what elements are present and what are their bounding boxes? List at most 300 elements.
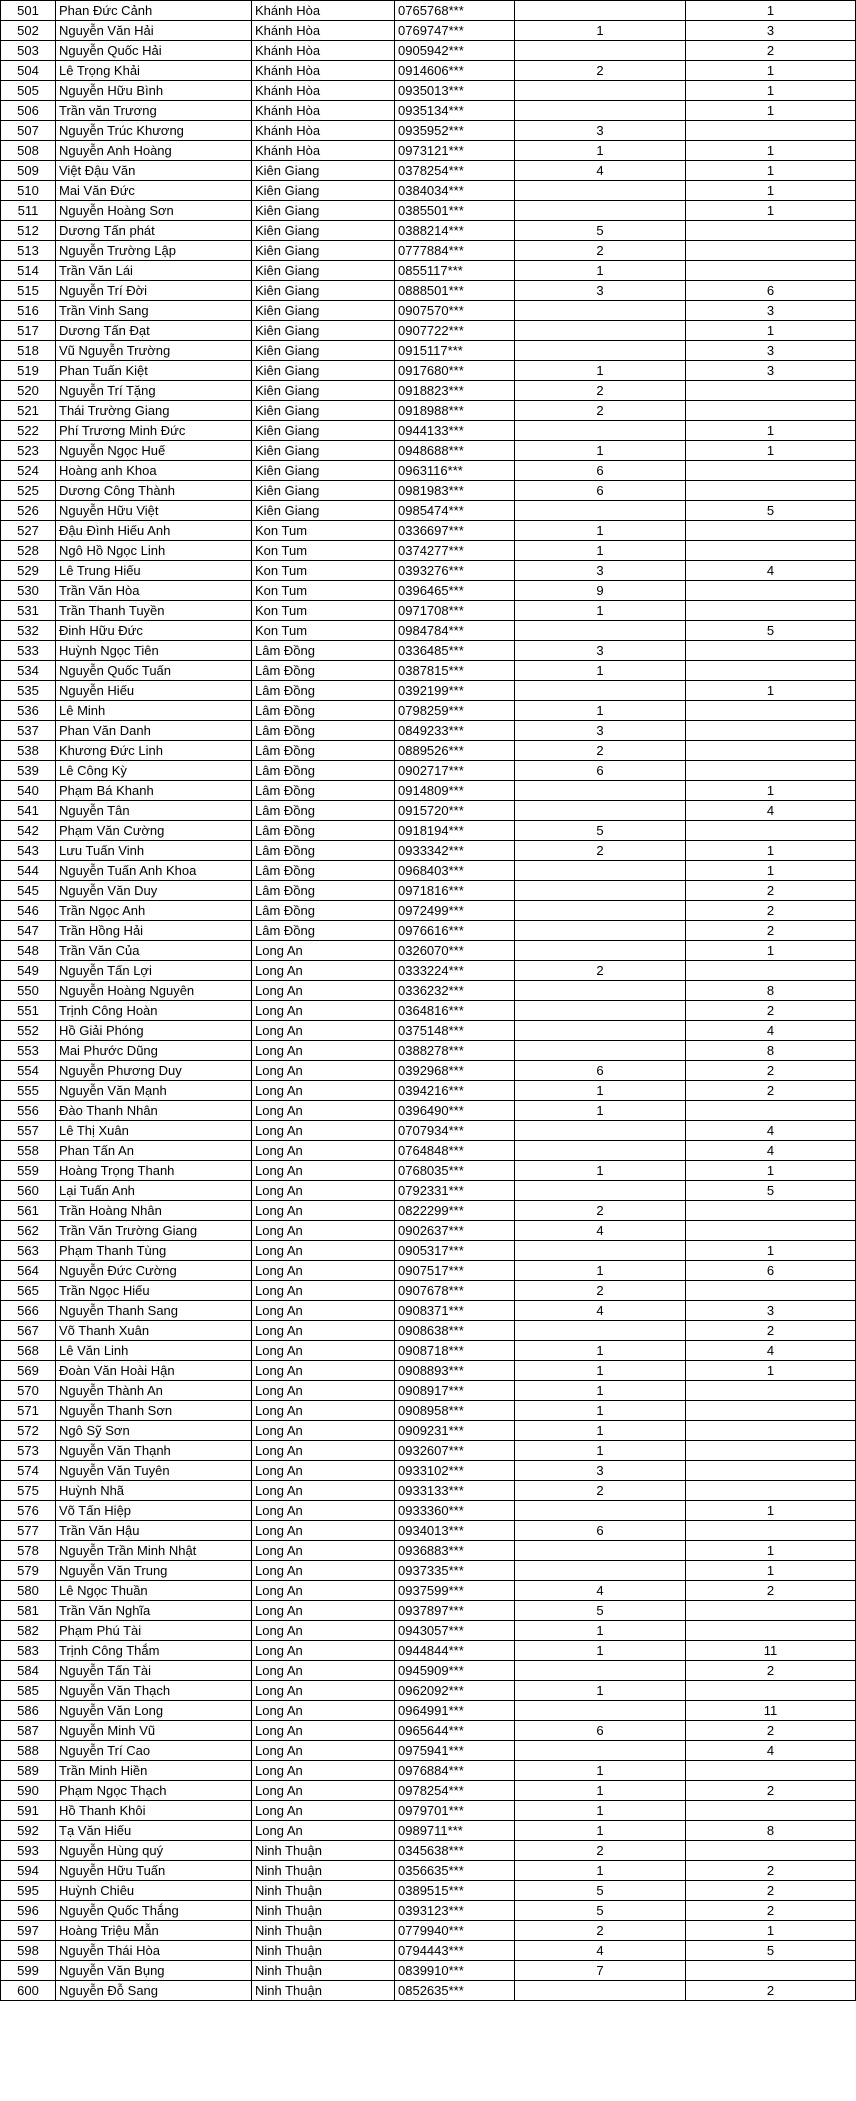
phone-cell: 0932607*** [395,1441,515,1461]
count-a-cell: 4 [515,161,686,181]
count-b-cell: 4 [686,1121,856,1141]
count-a-cell: 2 [515,1921,686,1941]
count-a-cell [515,781,686,801]
count-b-cell: 1 [686,161,856,181]
count-a-cell: 1 [515,701,686,721]
name-cell: Nguyễn Văn Mạnh [56,1081,252,1101]
count-a-cell: 1 [515,521,686,541]
count-a-cell: 5 [515,1881,686,1901]
count-a-cell [515,341,686,361]
table-row [1,1781,856,1801]
province-cell: Long An [252,1561,395,1581]
table-row [1,1741,856,1761]
count-a-cell [515,321,686,341]
count-b-cell: 1 [686,441,856,461]
table-row [1,541,856,561]
count-b-cell [686,1481,856,1501]
row-number-cell: 557 [1,1121,56,1141]
name-cell: Nguyễn Đỗ Sang [56,1981,252,2001]
phone-cell: 0984784*** [395,621,515,641]
province-cell: Kiên Giang [252,401,395,421]
name-cell: Nguyễn Quốc Tuấn [56,661,252,681]
count-a-cell: 2 [515,61,686,81]
province-cell: Kon Tum [252,621,395,641]
province-cell: Lâm Đồng [252,721,395,741]
count-b-cell: 1 [686,1501,856,1521]
row-number-cell: 565 [1,1281,56,1301]
count-a-cell: 1 [515,261,686,281]
count-b-cell: 1 [686,841,856,861]
count-b-cell: 2 [686,1861,856,1881]
name-cell: Phạm Ngọc Thạch [56,1781,252,1801]
row-number-cell: 567 [1,1321,56,1341]
province-cell: Kiên Giang [252,441,395,461]
phone-cell: 0971816*** [395,881,515,901]
name-cell: Phan Tấn An [56,1141,252,1161]
row-number-cell: 590 [1,1781,56,1801]
phone-cell: 0945909*** [395,1661,515,1681]
row-number-cell: 502 [1,21,56,41]
province-cell: Long An [252,1281,395,1301]
name-cell: Nguyễn Tân [56,801,252,821]
phone-cell: 0981983*** [395,481,515,501]
name-cell: Phan Tuấn Kiệt [56,361,252,381]
province-cell: Long An [252,1441,395,1461]
count-a-cell [515,981,686,1001]
count-b-cell: 2 [686,901,856,921]
name-cell: Nguyễn Văn Hải [56,21,252,41]
count-a-cell: 1 [515,1861,686,1881]
phone-cell: 0388278*** [395,1041,515,1061]
phone-cell: 0976616*** [395,921,515,941]
table-row [1,941,856,961]
count-a-cell: 1 [515,601,686,621]
count-b-cell [686,1101,856,1121]
row-number-cell: 592 [1,1821,56,1841]
province-cell: Long An [252,1681,395,1701]
province-cell: Ninh Thuận [252,1981,395,2001]
table-row [1,241,856,261]
count-b-cell [686,701,856,721]
count-a-cell: 2 [515,741,686,761]
province-cell: Long An [252,941,395,961]
phone-cell: 0908958*** [395,1401,515,1421]
count-b-cell [686,1281,856,1301]
phone-cell: 0948688*** [395,441,515,461]
table-row [1,1021,856,1041]
table-row [1,1061,856,1081]
phone-cell: 0777884*** [395,241,515,261]
row-number-cell: 522 [1,421,56,441]
count-b-cell: 6 [686,1261,856,1281]
province-cell: Kiên Giang [252,501,395,521]
name-cell: Võ Thanh Xuân [56,1321,252,1341]
name-cell: Trần Văn Trường Giang [56,1221,252,1241]
province-cell: Long An [252,1181,395,1201]
phone-cell: 0918194*** [395,821,515,841]
phone-cell: 0336697*** [395,521,515,541]
row-number-cell: 539 [1,761,56,781]
row-number-cell: 550 [1,981,56,1001]
phone-cell: 0378254*** [395,161,515,181]
name-cell: Mai Văn Đức [56,181,252,201]
row-number-cell: 568 [1,1341,56,1361]
row-number-cell: 517 [1,321,56,341]
name-cell: Phạm Thanh Tùng [56,1241,252,1261]
row-number-cell: 556 [1,1101,56,1121]
count-b-cell: 8 [686,1041,856,1061]
row-number-cell: 600 [1,1981,56,2001]
count-b-cell [686,661,856,681]
table-row [1,461,856,481]
province-cell: Long An [252,1741,395,1761]
province-cell: Kiên Giang [252,341,395,361]
province-cell: Lâm Đồng [252,881,395,901]
count-a-cell [515,881,686,901]
count-b-cell: 5 [686,501,856,521]
count-a-cell: 1 [515,1801,686,1821]
phone-cell: 0794443*** [395,1941,515,1961]
count-a-cell [515,621,686,641]
phone-cell: 0888501*** [395,281,515,301]
province-cell: Kiên Giang [252,261,395,281]
province-cell: Long An [252,1241,395,1261]
count-b-cell: 1 [686,1361,856,1381]
table-row [1,1141,856,1161]
province-cell: Long An [252,1401,395,1421]
count-b-cell [686,1201,856,1221]
phone-cell: 0978254*** [395,1781,515,1801]
row-number-cell: 513 [1,241,56,261]
phone-cell: 0989711*** [395,1821,515,1841]
table-row [1,1561,856,1581]
count-b-cell [686,741,856,761]
count-a-cell: 1 [515,1081,686,1101]
count-b-cell: 1 [686,1161,856,1181]
count-a-cell: 2 [515,1201,686,1221]
phone-cell: 0907517*** [395,1261,515,1281]
phone-cell: 0915720*** [395,801,515,821]
table-row [1,301,856,321]
table-row [1,1701,856,1721]
count-b-cell: 1 [686,1541,856,1561]
name-cell: Nguyễn Thanh Sơn [56,1401,252,1421]
row-number-cell: 525 [1,481,56,501]
count-b-cell: 5 [686,1181,856,1201]
name-cell: Nguyễn Hữu Bình [56,81,252,101]
name-cell: Nguyễn Minh Vũ [56,1721,252,1741]
count-a-cell: 6 [515,1521,686,1541]
count-a-cell [515,1541,686,1561]
row-number-cell: 586 [1,1701,56,1721]
count-a-cell: 3 [515,641,686,661]
phone-cell: 0971708*** [395,601,515,621]
province-cell: Khánh Hòa [252,61,395,81]
table-row [1,921,856,941]
province-cell: Lâm Đồng [252,901,395,921]
count-a-cell [515,501,686,521]
row-number-cell: 508 [1,141,56,161]
phone-cell: 0336485*** [395,641,515,661]
name-cell: Nguyễn Trần Minh Nhật [56,1541,252,1561]
table-row [1,1241,856,1261]
row-number-cell: 523 [1,441,56,461]
phone-cell: 0937599*** [395,1581,515,1601]
count-b-cell [686,1461,856,1481]
count-a-cell: 3 [515,561,686,581]
row-number-cell: 519 [1,361,56,381]
phone-cell: 0964991*** [395,1701,515,1721]
phone-cell: 0792331*** [395,1181,515,1201]
row-number-cell: 538 [1,741,56,761]
province-cell: Khánh Hòa [252,101,395,121]
row-number-cell: 536 [1,701,56,721]
count-a-cell [515,81,686,101]
count-b-cell: 1 [686,1921,856,1941]
table-row [1,141,856,161]
table-row [1,1981,856,2001]
count-b-cell [686,221,856,241]
phone-cell: 0933360*** [395,1501,515,1521]
table-row [1,661,856,681]
table-row [1,741,856,761]
table-row [1,1381,856,1401]
row-number-cell: 504 [1,61,56,81]
phone-cell: 0326070*** [395,941,515,961]
row-number-cell: 507 [1,121,56,141]
province-cell: Lâm Đồng [252,841,395,861]
name-cell: Nguyễn Thành An [56,1381,252,1401]
phone-cell: 0962092*** [395,1681,515,1701]
count-b-cell [686,581,856,601]
province-cell: Khánh Hòa [252,41,395,61]
row-number-cell: 543 [1,841,56,861]
count-a-cell: 1 [515,1401,686,1421]
row-number-cell: 584 [1,1661,56,1681]
province-cell: Khánh Hòa [252,21,395,41]
count-b-cell: 3 [686,21,856,41]
row-number-cell: 577 [1,1521,56,1541]
phone-cell: 0907678*** [395,1281,515,1301]
table-row [1,1861,856,1881]
name-cell: Phan Đức Cảnh [56,1,252,21]
count-b-cell: 1 [686,81,856,101]
province-cell: Kiên Giang [252,201,395,221]
phone-cell: 0908917*** [395,1381,515,1401]
phone-cell: 0973121*** [395,141,515,161]
row-number-cell: 506 [1,101,56,121]
row-number-cell: 552 [1,1021,56,1041]
count-b-cell: 2 [686,881,856,901]
name-cell: Lưu Tuấn Vinh [56,841,252,861]
name-cell: Nguyễn Hùng quý [56,1841,252,1861]
phone-cell: 0937897*** [395,1601,515,1621]
phone-cell: 0934013*** [395,1521,515,1541]
name-cell: Nguyễn Quốc Hải [56,41,252,61]
count-b-cell: 1 [686,101,856,121]
row-number-cell: 532 [1,621,56,641]
count-b-cell [686,721,856,741]
row-number-cell: 578 [1,1541,56,1561]
count-a-cell [515,1561,686,1581]
province-cell: Lâm Đồng [252,821,395,841]
province-cell: Long An [252,1101,395,1121]
name-cell: Phí Trương Minh Đức [56,421,252,441]
row-number-cell: 583 [1,1641,56,1661]
count-a-cell [515,801,686,821]
province-cell: Kon Tum [252,581,395,601]
phone-cell: 0914809*** [395,781,515,801]
table-row [1,581,856,601]
table-row [1,881,856,901]
count-a-cell [515,1181,686,1201]
table-row [1,1181,856,1201]
name-cell: Hoàng Trọng Thanh [56,1161,252,1181]
phone-cell: 0387815*** [395,661,515,681]
phone-cell: 0902637*** [395,1221,515,1241]
table-row [1,1881,856,1901]
table-row [1,981,856,1001]
count-b-cell: 6 [686,281,856,301]
count-a-cell [515,1241,686,1261]
table-row [1,1341,856,1361]
table-row [1,801,856,821]
phone-cell: 0937335*** [395,1561,515,1581]
count-b-cell [686,1681,856,1701]
count-b-cell: 1 [686,181,856,201]
name-cell: Hoàng anh Khoa [56,461,252,481]
table-row [1,1821,856,1841]
name-cell: Trần văn Trương [56,101,252,121]
row-number-cell: 562 [1,1221,56,1241]
name-cell: Nguyễn Anh Hoàng [56,141,252,161]
row-number-cell: 516 [1,301,56,321]
count-b-cell: 1 [686,201,856,221]
table-row [1,1901,856,1921]
phone-cell: 0822299*** [395,1201,515,1221]
name-cell: Phạm Văn Cường [56,821,252,841]
count-b-cell [686,1441,856,1461]
name-cell: Lê Thị Xuân [56,1121,252,1141]
name-cell: Đào Thanh Nhân [56,1101,252,1121]
province-cell: Khánh Hòa [252,121,395,141]
province-cell: Kiên Giang [252,461,395,481]
phone-cell: 0963116*** [395,461,515,481]
name-cell: Võ Tấn Hiệp [56,1501,252,1521]
province-cell: Ninh Thuận [252,1861,395,1881]
count-b-cell [686,381,856,401]
count-b-cell: 1 [686,681,856,701]
province-cell: Kiên Giang [252,281,395,301]
count-b-cell [686,541,856,561]
table-row [1,381,856,401]
count-a-cell: 1 [515,441,686,461]
row-number-cell: 551 [1,1001,56,1021]
count-b-cell [686,1601,856,1621]
phone-cell: 0975941*** [395,1741,515,1761]
name-cell: Huỳnh Nhã [56,1481,252,1501]
count-b-cell [686,1841,856,1861]
row-number-cell: 533 [1,641,56,661]
phone-cell: 0389515*** [395,1881,515,1901]
phone-cell: 0933102*** [395,1461,515,1481]
table-row [1,1661,856,1681]
row-number-cell: 505 [1,81,56,101]
count-b-cell: 2 [686,1001,856,1021]
count-a-cell: 2 [515,1481,686,1501]
province-cell: Lâm Đồng [252,921,395,941]
table-row [1,401,856,421]
row-number-cell: 593 [1,1841,56,1861]
count-a-cell [515,921,686,941]
phone-cell: 0764848*** [395,1141,515,1161]
count-b-cell [686,641,856,661]
count-b-cell: 4 [686,1341,856,1361]
province-cell: Long An [252,1641,395,1661]
phone-cell: 0908718*** [395,1341,515,1361]
table-row [1,41,856,61]
row-number-cell: 529 [1,561,56,581]
row-number-cell: 545 [1,881,56,901]
name-cell: Lê Văn Linh [56,1341,252,1361]
count-b-cell: 4 [686,1141,856,1161]
count-b-cell: 2 [686,41,856,61]
province-cell: Kiên Giang [252,381,395,401]
table-row [1,361,856,381]
row-number-cell: 596 [1,1901,56,1921]
phone-cell: 0907570*** [395,301,515,321]
row-number-cell: 570 [1,1381,56,1401]
phone-cell: 0396465*** [395,581,515,601]
count-a-cell: 1 [515,661,686,681]
province-cell: Long An [252,1201,395,1221]
count-b-cell: 3 [686,361,856,381]
table-row [1,1281,856,1301]
province-cell: Lâm Đồng [252,641,395,661]
count-b-cell [686,601,856,621]
province-cell: Long An [252,1701,395,1721]
count-a-cell: 1 [515,1381,686,1401]
name-cell: Ngô Sỹ Sơn [56,1421,252,1441]
table-row [1,1521,856,1541]
count-b-cell: 11 [686,1641,856,1661]
count-b-cell: 1 [686,1561,856,1581]
province-cell: Kon Tum [252,521,395,541]
name-cell: Trần Văn Hòa [56,581,252,601]
name-cell: Đinh Hữu Đức [56,621,252,641]
name-cell: Nguyễn Văn Duy [56,881,252,901]
count-b-cell: 3 [686,341,856,361]
province-cell: Kiên Giang [252,481,395,501]
province-cell: Long An [252,1521,395,1541]
name-cell: Thái Trường Giang [56,401,252,421]
phone-cell: 0902717*** [395,761,515,781]
count-a-cell [515,1141,686,1161]
province-cell: Kiên Giang [252,241,395,261]
row-number-cell: 540 [1,781,56,801]
phone-cell: 0779940*** [395,1921,515,1941]
province-cell: Ninh Thuận [252,1941,395,1961]
table-row [1,1121,856,1141]
row-number-cell: 560 [1,1181,56,1201]
row-number-cell: 576 [1,1501,56,1521]
table-row [1,1681,856,1701]
table-row [1,321,856,341]
count-a-cell: 3 [515,281,686,301]
count-b-cell: 1 [686,321,856,341]
province-cell: Kiên Giang [252,321,395,341]
table-row [1,81,856,101]
